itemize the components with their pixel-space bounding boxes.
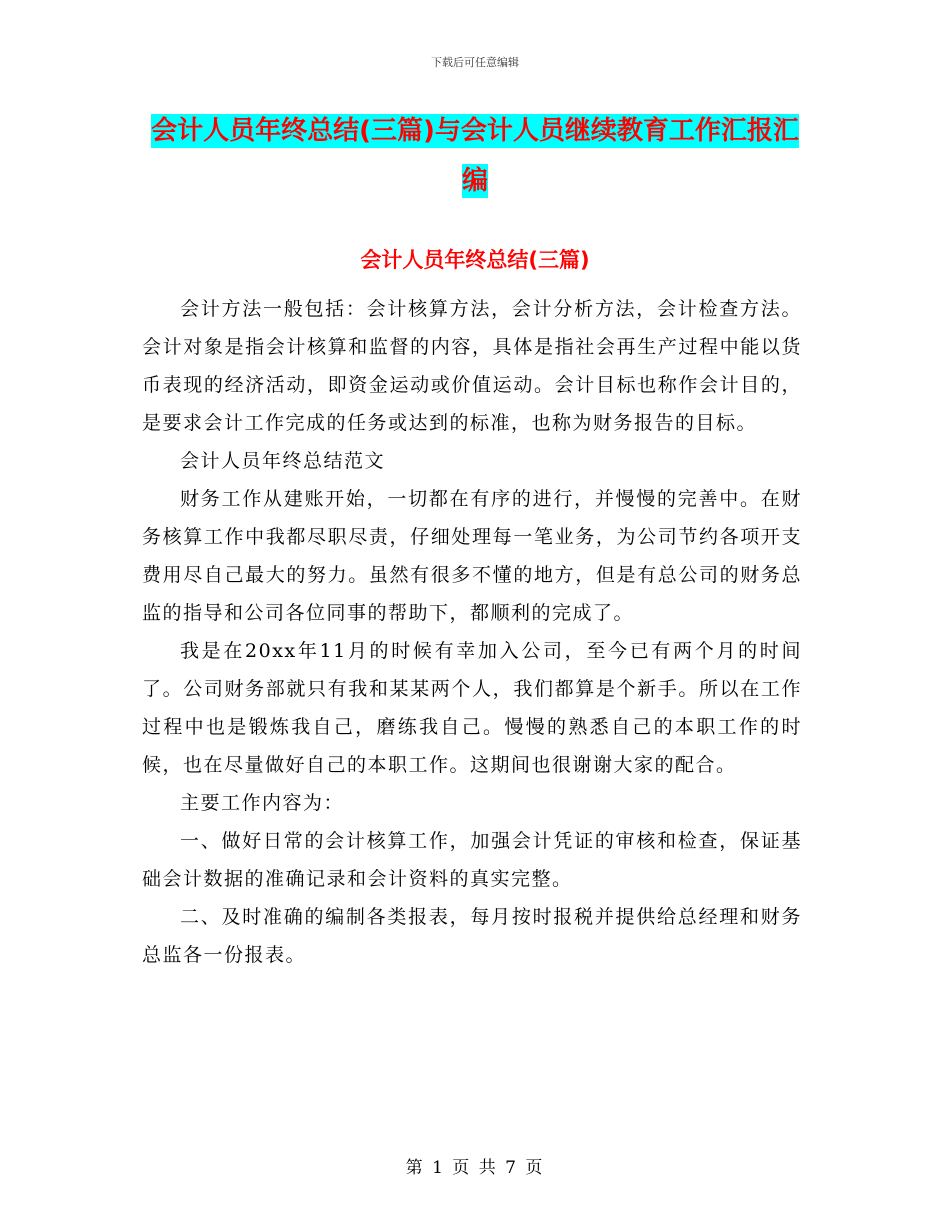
header-note: 下载后可任意编辑 [431,56,519,69]
paragraph: 我是在20xx年11月的时候有幸加入公司，至今已有两个月的时间了。公司财务部就只有我和某某两个人，我们都算是个新手。所以在工作过程中也是锻炼我自己，磨练我自己。慢慢的熟悉自己的本职工作的时候，也在尽量做好自己的本职工作。这期间也很谢谢大家的配合。 [142,640,802,776]
paragraph: 二、及时准确的编制各类报表，每月按时报税并提供给总经理和财务总监各一份报表。 [142,906,802,966]
paragraph: 会计方法一般包括：会计核算方法，会计分析方法，会计检查方法。会计对象是指会计核算和监督的内容，具体是指社会再生产过程中能以货币表现的经济活动，即资金运动或价值运动。会计目标也称作会计目的，是要求会计工作完成的任务或达到的标准，也称为财务报告的目标。 [142,298,802,434]
page-number-footer: 第 1 页 共 7 页 [405,1158,545,1178]
paragraph: 主要工作内容为： [180,792,345,814]
document-title [140,106,810,206]
paragraph: 财务工作从建账开始，一切都在有序的进行，并慢慢的完善中。在财务核算工作中我都尽职尽责，仔细处理每一笔业务，为公司节约各项开支费用尽自己最大的努力。虽然有很多不懂的地方，但是有总公司的财务总监的指导和公司各位同事的帮助下，都顺利的完成了。 [142,488,802,624]
document-title-text: 会计人员年终总结(三篇)与会计人员继续教育工作汇报汇编 [151,116,799,196]
paragraph: 一、做好日常的会计核算工作，加强会计凭证的审核和检查，保证基础会计数据的准确记录和会计资料的真实完整。 [142,830,802,890]
section-title: 会计人员年终总结(三篇) [360,248,590,272]
body-text [142,290,802,974]
paragraph: 会计人员年终总结范文 [180,450,386,472]
